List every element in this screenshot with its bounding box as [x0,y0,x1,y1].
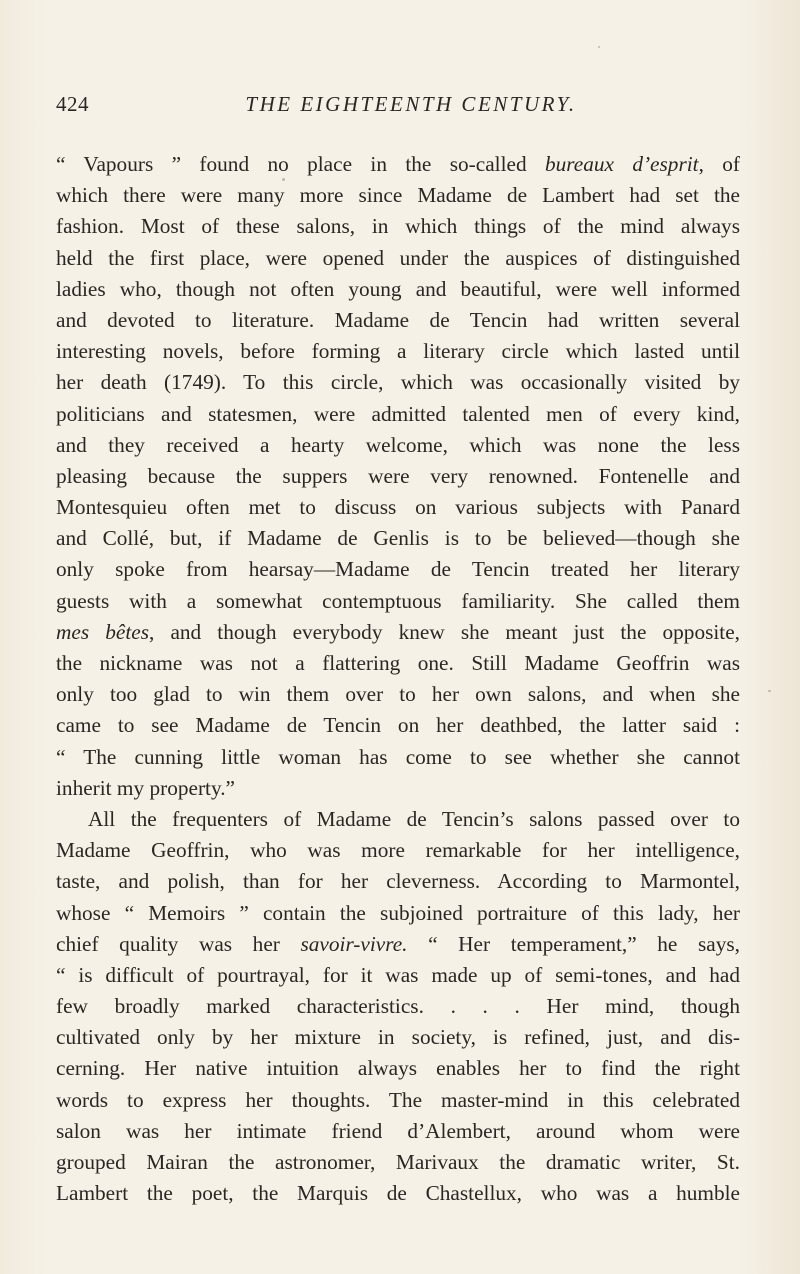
text-segment: held the first place, were opened under the auspices of distinguished [56,245,740,270]
text-line [56,1178,740,1209]
text-line [56,211,740,242]
text-line [56,617,740,648]
text-segment: “ Vapours ” found no place in the so-called [56,152,545,176]
body-text [56,149,740,1209]
italic-text: savoir-vivre. [300,931,408,956]
text-line [56,742,740,773]
text-line [56,960,740,991]
text-line [56,679,740,710]
text-line [56,804,740,835]
text-line [56,1022,740,1053]
text-line [56,1116,740,1147]
page-header [56,92,746,132]
text-segment: All the frequenters of Madame de Tencin’s salons passed over to [88,806,740,831]
text-segment: and Collé, but, if Madame de Genlis is to be believed—though she [56,526,740,551]
text-segment: Madame Geoffrin, who was more remarkable for her intelligence, [56,838,740,863]
text-segment: few broadly marked characteristics. . . . Her mind, though [56,994,740,1019]
text-segment: only spoke from hearsay—Madame de Tencin treated her literary [56,557,740,582]
text-line [56,1053,740,1084]
text-segment: the nickname was not a flattering one. Still Madame Geoffrin was [56,651,740,675]
text-segment: which there were many more since Madame de Lambert had set the [56,183,740,208]
text-segment: “ is difficult of pourtrayal, for it was made up of semi-tones, and had [56,962,740,987]
italic-text: mes bêtes [56,619,149,644]
running-head: THE EIGHTEENTH CENTURY. [245,92,577,116]
text-line [56,1085,740,1116]
text-line [56,710,740,741]
text-segment: Montesquieu often met to discuss on various subjects with Panard [56,495,740,520]
text-segment: pleasing because the suppers were very renowned. Fontenelle and [56,463,740,488]
text-line [56,866,740,897]
text-segment: her death (1749). To this circle, which was occasionally visited by [56,370,740,395]
text-line [56,461,740,492]
text-line [56,929,740,960]
text-line [56,305,740,336]
text-line [56,523,740,554]
text-segment: words to express her thoughts. The master-mind in this celebrated [56,1087,740,1112]
text-line [56,586,740,617]
text-segment: guests with a somewhat contemptuous familiarity. She called them [56,588,740,613]
text-segment: and devoted to literature. Madame de Tencin had written several [56,307,740,332]
text-line [56,898,740,929]
text-segment: came to see Madame de Tencin on her deathbed, the latter said : [56,713,740,738]
text-line [56,367,740,398]
text-segment: cultivated only by her mixture in society, is refined, just, and dis- [56,1025,740,1050]
text-segment: fashion. Most of these salons, in which things of the mind always [56,214,740,239]
paper-speck [598,46,600,48]
italic-text: bureaux d’esprit [544,152,699,176]
text-line [56,180,740,211]
page-number: 424 [56,92,89,116]
text-segment: cerning. Her native intuition always enables her to find the right [56,1056,740,1081]
text-line [56,430,740,461]
text-line [56,554,740,585]
text-line [56,243,740,274]
text-segment: Lambert the poet, the Marquis de Chastellux, who was a humble [56,1181,740,1206]
text-segment: “ Her temperament,” he says, [407,931,740,956]
text-segment: inherit my property.” [56,775,235,800]
text-line [56,773,740,804]
text-line [56,274,740,305]
text-segment: , of [698,152,741,176]
text-segment: whose “ Memoirs ” contain the subjoined portraiture of this lady, her [56,900,740,925]
text-segment: grouped Mairan the astronomer, Marivaux the dramatic writer, St. [56,1150,740,1174]
text-segment: only too glad to win them over to her own salons, and when she [56,682,740,707]
text-segment: politicians and statesmen, were admitted talented men of every kind, [56,401,740,426]
text-segment: “ The cunning little woman has come to see whether she cannot [56,744,740,769]
text-line [56,991,740,1022]
paper-speck [768,690,771,692]
text-segment: ladies who, though not often young and beautiful, were well informed [56,276,740,301]
text-line [56,492,740,523]
text-line [56,149,740,180]
text-segment: interesting novels, before forming a literary circle which lasted until [56,339,740,364]
text-line [56,835,740,866]
paper-speck [282,178,285,181]
text-line [56,1147,740,1178]
text-segment: chief quality was her [56,931,301,956]
text-segment: , and though everybody knew she meant just the opposite, [149,619,741,644]
text-segment: taste, and polish, than for her cleverness. According to Marmontel, [56,869,740,894]
text-line [56,399,740,430]
text-segment: salon was her intimate friend d’Alembert, around whom were [56,1118,740,1143]
text-line [56,336,740,367]
text-line [56,648,740,679]
text-segment: and they received a hearty welcome, which was none the less [56,432,740,457]
